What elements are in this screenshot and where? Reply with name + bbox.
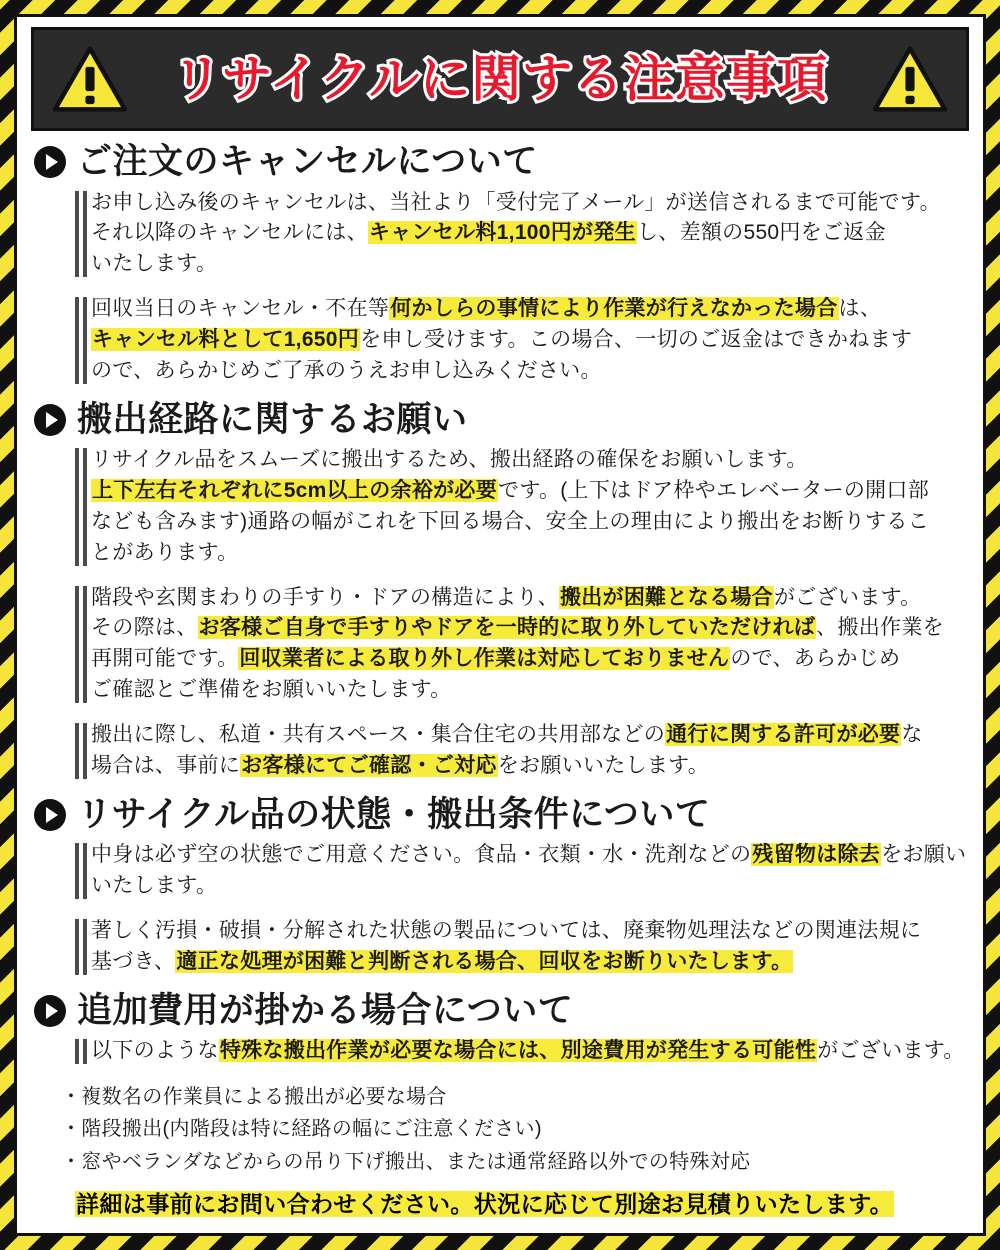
notice-block xyxy=(75,583,969,706)
text-run: 階段や玄関まわりの手すり・ドアの構造により、 xyxy=(91,585,559,609)
text-run: 以下のような xyxy=(91,1039,219,1063)
section-heading xyxy=(33,143,969,182)
notice-line xyxy=(91,356,969,387)
text-run: 基づき、 xyxy=(91,949,176,973)
text-run: 搬出に際し、私道・共有スペース・集合住宅の共用部などの xyxy=(91,723,666,747)
text-run: ので、あらかじめ xyxy=(730,647,901,671)
text-run: 再開可能です。 xyxy=(91,647,239,671)
notice-line xyxy=(91,188,969,219)
text-run: がございます。 xyxy=(817,1039,965,1063)
highlighted-text: 搬出が困難となる場合 xyxy=(559,585,773,609)
notice-line xyxy=(91,507,969,538)
notice-line xyxy=(91,1036,969,1067)
notice-block xyxy=(75,188,969,281)
play-triangle-icon xyxy=(33,145,67,179)
section-title: 追加費用が掛かる場合について xyxy=(77,990,574,1030)
text-run: それ以降のキャンセルには、 xyxy=(91,221,368,245)
highlighted-text: 上下左右それぞれに5cm以上の余裕が必要 xyxy=(92,479,498,503)
text-run: がございます。 xyxy=(773,585,922,609)
section-heading xyxy=(33,992,969,1031)
poster-inner xyxy=(14,14,986,1236)
text-run: 、搬出作業を xyxy=(816,616,944,640)
highlighted-text: お客様にてご確認・ご対応 xyxy=(241,753,497,777)
text-run: なども含みます)通路の幅がこれを下回る場合、安全上の理由により搬出をお断りするこ xyxy=(91,509,929,533)
text-run: いたします。 xyxy=(91,252,218,276)
text-run: いたします。 xyxy=(91,874,218,898)
section xyxy=(31,796,969,978)
highlighted-text: 残留物は除去 xyxy=(752,843,881,867)
highlighted-text: 通行に関する許可が必要 xyxy=(666,723,901,747)
highlighted-text: 詳細は事前にお問い合わせください。状況に応じて別途お見積りいたします。 xyxy=(76,1191,894,1218)
bullet-list xyxy=(61,1081,969,1178)
notice-block xyxy=(75,916,969,978)
list-item: ・階段搬出(内階段は特に経路の幅にご注意ください) xyxy=(61,1118,542,1141)
play-triangle-icon xyxy=(33,798,67,832)
notice-line xyxy=(91,947,969,978)
text-run: です。(上下はドア枠やエレベーターの開口部 xyxy=(498,479,930,503)
notice-line xyxy=(91,583,969,614)
notice-line xyxy=(91,720,969,751)
list-item: ・窓やベランダなどからの吊り下げ搬出、または通常経路以外での特殊対応 xyxy=(61,1150,751,1173)
notice-line xyxy=(91,445,969,476)
warning-triangle-icon xyxy=(872,45,948,113)
list-item: ・複数名の作業員による搬出が必要な場合 xyxy=(61,1086,447,1109)
notice-line xyxy=(91,644,969,675)
notice-block xyxy=(75,840,969,902)
notice-line xyxy=(91,613,969,644)
play-triangle-icon xyxy=(33,994,67,1028)
notice-line xyxy=(91,871,969,902)
highlighted-text: キャンセル料として1,650円 xyxy=(92,327,360,351)
text-run: その際は、 xyxy=(91,616,198,640)
section xyxy=(31,992,969,1220)
highlighted-text: 何かしらの事情により作業が行えなかった場合 xyxy=(390,297,838,321)
play-triangle-icon xyxy=(33,403,67,437)
text-run: な xyxy=(901,723,923,747)
notice-block xyxy=(75,720,969,782)
sections-container xyxy=(31,143,969,1219)
section-title: ご注文のキャンセルについて xyxy=(77,142,538,181)
notice-line xyxy=(91,538,969,569)
text-run: ので、あらかじめご了承のうえお申し込みください。 xyxy=(91,358,602,382)
notice-line xyxy=(91,218,969,249)
text-run: 場合は、事前に xyxy=(91,753,241,777)
text-run: をお願い xyxy=(881,843,967,867)
notice-block xyxy=(75,445,969,568)
notice-line xyxy=(91,249,969,280)
highlighted-text: 回収業者による取り外し作業は対応しておりません xyxy=(239,647,730,671)
section-heading xyxy=(33,796,969,835)
closing-note xyxy=(75,1186,969,1219)
notice-line xyxy=(91,294,969,325)
text-run: 回収当日のキャンセル・不在等 xyxy=(91,297,390,321)
text-run: ご確認とご準備をお願いいたします。 xyxy=(91,678,452,702)
text-run: リサイクル品をスムーズに搬出するため、搬出経路の確保をお願いします。 xyxy=(91,448,808,472)
text-run: お申し込み後のキャンセルは、当社より「受付完了メール」が送信されるまで可能です。 xyxy=(91,190,941,214)
section xyxy=(31,401,969,782)
highlighted-text: お客様ご自身で手すりやドアを一時的に取り外していただければ xyxy=(198,616,816,640)
section-title: 搬出経路に関するお願い xyxy=(77,399,468,439)
text-run: とがあります。 xyxy=(91,540,239,564)
text-run: 著しく汚損・破損・分解された状態の製品については、廃棄物処理法などの関連法規に xyxy=(91,918,922,942)
text-run: をお願いいたします。 xyxy=(497,753,710,777)
notice-line xyxy=(91,751,969,782)
notice-line xyxy=(91,675,969,706)
text-run: を申し受けます。この場合、一切のご返金はできかねます xyxy=(360,327,913,351)
notice-line xyxy=(91,840,969,871)
text-run: し、差額の550円をご返金 xyxy=(636,221,886,245)
section xyxy=(31,143,969,387)
section-title: リサイクル品の状態・搬出条件について xyxy=(77,794,711,834)
highlighted-text: キャンセル料1,100円が発生 xyxy=(368,221,636,245)
text-run: 中身は必ず空の状態でご用意ください。食品・衣類・水・洗剤などの xyxy=(91,843,752,867)
notice-line xyxy=(91,325,969,356)
title-banner xyxy=(31,27,969,131)
warning-triangle-icon xyxy=(52,45,128,113)
page-title: リサイクルに関する注意事項 xyxy=(172,51,828,107)
section-heading xyxy=(33,401,969,440)
text-run: は、 xyxy=(838,297,882,321)
notice-block xyxy=(75,1036,969,1067)
notice-line xyxy=(91,916,969,947)
highlighted-text: 適正な処理が困難と判断される場合、回収をお断りいたします。 xyxy=(176,949,793,973)
notice-line xyxy=(91,476,969,507)
notice-block xyxy=(75,294,969,387)
highlighted-text: 特殊な搬出作業が必要な場合には、別途費用が発生する可能性 xyxy=(219,1039,817,1063)
